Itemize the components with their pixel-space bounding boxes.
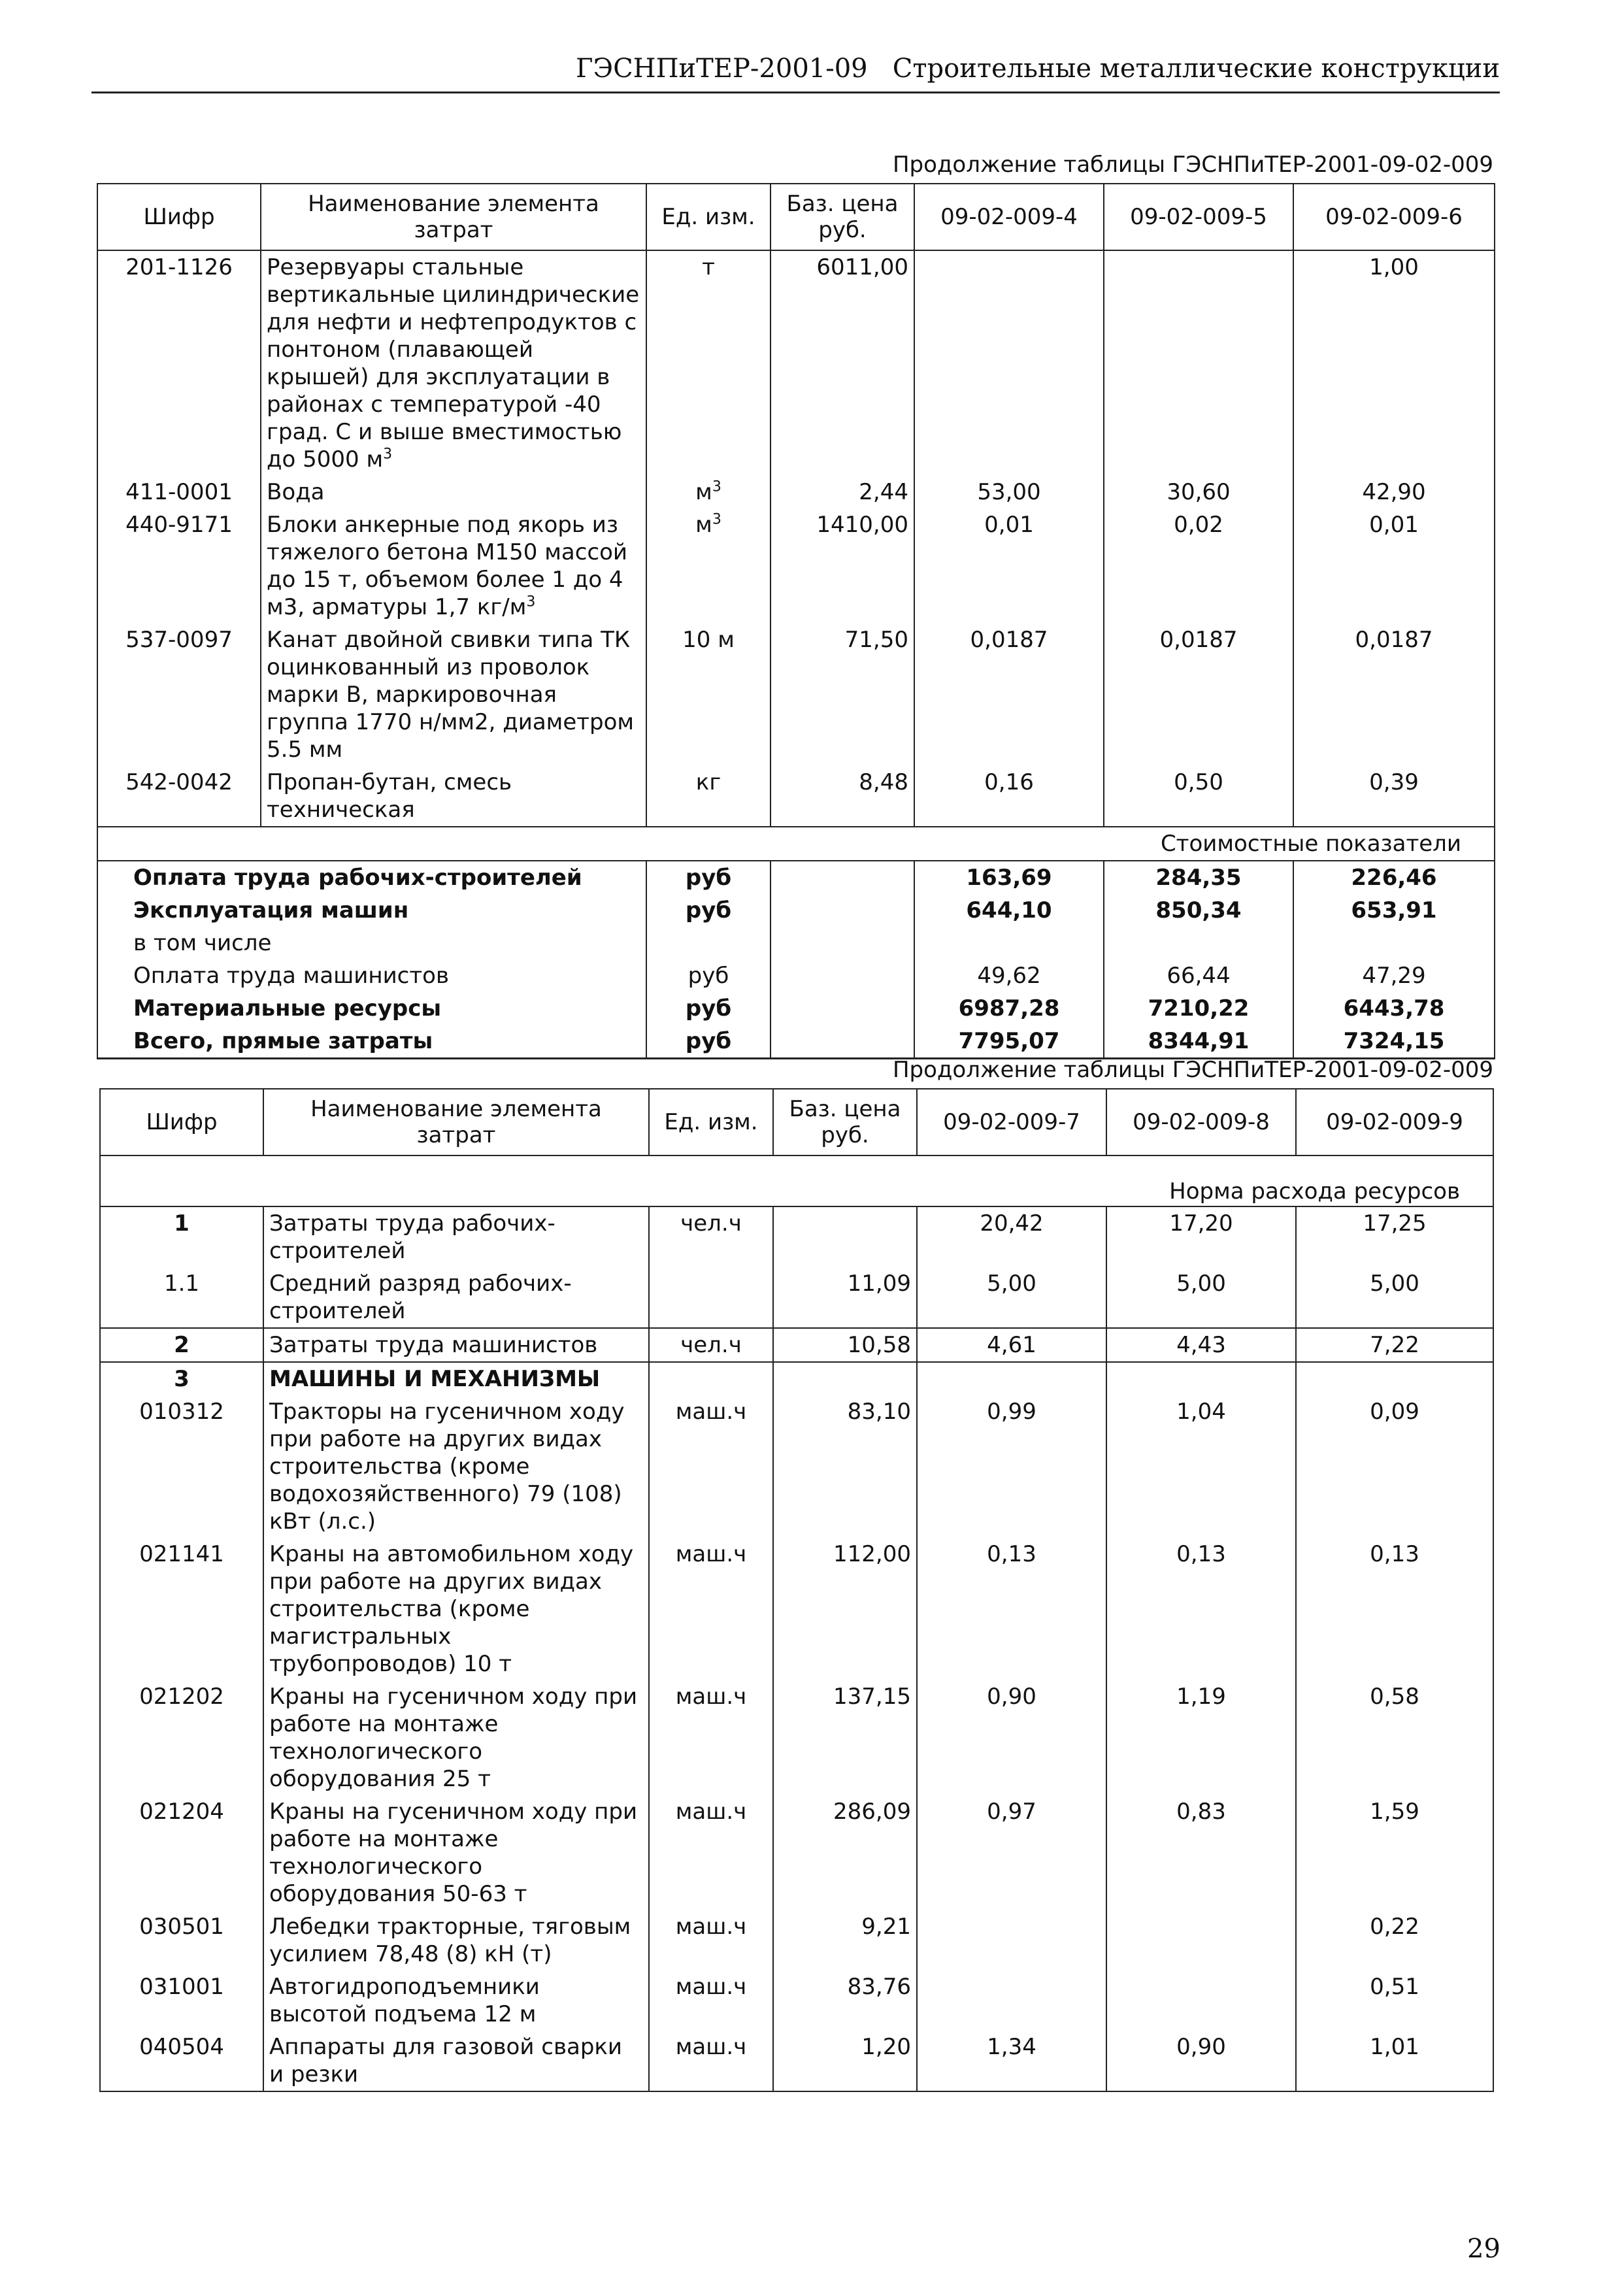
- summary-unit: руб: [646, 861, 771, 894]
- col-header: 09-02-009-8: [1106, 1089, 1296, 1155]
- table-row: [97, 476, 1495, 508]
- summary-unit: руб: [646, 894, 771, 927]
- price-cell: 112,00: [773, 1538, 917, 1680]
- summary-value: 226,46: [1293, 861, 1495, 894]
- resource-table-2: [99, 1088, 1494, 2092]
- table-row: [100, 1910, 1493, 1970]
- value-cell: 0,16: [914, 766, 1104, 827]
- value-cell: 1,59: [1296, 1795, 1493, 1910]
- price-cell: 286,09: [773, 1795, 917, 1910]
- name-cell: Лебедки тракторные, тяговым усилием 78,48 (8) кН (т): [263, 1910, 649, 1970]
- value-cell: 7,22: [1296, 1328, 1493, 1362]
- value-cell: [1296, 1362, 1493, 1395]
- unit-cell: маш.ч: [649, 1910, 773, 1970]
- summary-value: 644,10: [914, 894, 1104, 927]
- value-cell: [1106, 1362, 1296, 1395]
- summary-row: [97, 927, 1495, 959]
- table-row: [97, 623, 1495, 766]
- name-cell: Блоки анкерные под якорь из тяжелого бетона М150 массой до 15 т, объемом более 1 до 4 м3, арматуры 1,7 $кг/м^3$: [261, 508, 646, 623]
- price-cell: [773, 1206, 917, 1267]
- name-cell: Вода: [261, 476, 646, 508]
- price-cell: 11,09: [773, 1267, 917, 1328]
- summary-value: 8344,91: [1104, 1025, 1293, 1059]
- summary-value: 66,44: [1104, 959, 1293, 992]
- col-header: Баз. цена руб.: [773, 1089, 917, 1155]
- summary-empty: [771, 959, 914, 992]
- code-cell: 440-9171: [97, 508, 261, 623]
- value-cell: 0,0187: [1104, 623, 1293, 766]
- summary-empty: [771, 894, 914, 927]
- running-header: [91, 54, 1500, 93]
- value-cell: 0,50: [1104, 766, 1293, 827]
- code-cell: 3: [100, 1362, 263, 1395]
- code-cell: 2: [100, 1328, 263, 1362]
- unit-cell: чел.ч: [649, 1328, 773, 1362]
- unit-cell: маш.ч: [649, 1680, 773, 1795]
- summary-row: [97, 861, 1495, 894]
- table1-header-row: [97, 184, 1495, 250]
- section-row: [97, 827, 1495, 861]
- col-header: 09-02-009-9: [1296, 1089, 1493, 1155]
- unit-cell: т: [646, 250, 771, 476]
- price-cell: 1410,00: [771, 508, 914, 623]
- summary-label: Материальные ресурсы: [97, 992, 646, 1025]
- code-cell: 040504: [100, 2031, 263, 2091]
- summary-value: [1293, 927, 1495, 959]
- value-cell: 0,0187: [1293, 623, 1495, 766]
- name-cell: Аппараты для газовой сварки и резки: [263, 2031, 649, 2091]
- value-cell: 1,04: [1106, 1395, 1296, 1538]
- table-row: [100, 1362, 1493, 1395]
- price-cell: 6011,00: [771, 250, 914, 476]
- value-cell: 0,22: [1296, 1910, 1493, 1970]
- table-row: [100, 1680, 1493, 1795]
- summary-label: Всего, прямые затраты: [97, 1025, 646, 1059]
- code-cell: 021141: [100, 1538, 263, 1680]
- unit-cell: $м^3$: [646, 476, 771, 508]
- value-cell: 1,34: [917, 2031, 1106, 2091]
- value-cell: 0,02: [1104, 508, 1293, 623]
- unit-cell: $м^3$: [646, 508, 771, 623]
- name-cell: Затраты труда рабочих-строителей: [263, 1206, 649, 1267]
- summary-empty: [771, 927, 914, 959]
- unit-cell: [649, 1267, 773, 1328]
- table-row: [97, 508, 1495, 623]
- summary-value: 6443,78: [1293, 992, 1495, 1025]
- summary-row: [97, 1025, 1495, 1059]
- summary-unit: [646, 927, 771, 959]
- value-cell: 17,20: [1106, 1206, 1296, 1267]
- summary-label: Оплата труда рабочих-строителей: [97, 861, 646, 894]
- table-row: [100, 1795, 1493, 1910]
- col-header: Ед. изм.: [646, 184, 771, 250]
- name-cell: Средний разряд рабочих-строителей: [263, 1267, 649, 1328]
- value-cell: [1106, 1970, 1296, 2031]
- summary-label: Оплата труда машинистов: [97, 959, 646, 992]
- resource-table-1: [97, 183, 1495, 1059]
- code-cell: 537-0097: [97, 623, 261, 766]
- col-header: 09-02-009-5: [1104, 184, 1293, 250]
- code-cell: 021204: [100, 1795, 263, 1910]
- col-header: 09-02-009-4: [914, 184, 1104, 250]
- summary-unit: руб: [646, 959, 771, 992]
- unit-cell: маш.ч: [649, 1795, 773, 1910]
- price-cell: 83,10: [773, 1395, 917, 1538]
- value-cell: 1,01: [1296, 2031, 1493, 2091]
- value-cell: [1104, 250, 1293, 476]
- price-cell: 1,20: [773, 2031, 917, 2091]
- code-cell: 542-0042: [97, 766, 261, 827]
- col-header: Баз. цена руб.: [771, 184, 914, 250]
- unit-cell: кг: [646, 766, 771, 827]
- summary-value: 6987,28: [914, 992, 1104, 1025]
- table-row: [97, 766, 1495, 827]
- unit-cell: 10 м: [646, 623, 771, 766]
- unit-cell: маш.ч: [649, 1970, 773, 2031]
- section-title: Норма расхода ресурсов: [100, 1155, 1493, 1206]
- code-cell: 411-0001: [97, 476, 261, 508]
- table-row: [100, 1395, 1493, 1538]
- col-header: Ед. изм.: [649, 1089, 773, 1155]
- summary-value: 7210,22: [1104, 992, 1293, 1025]
- price-cell: 2,44: [771, 476, 914, 508]
- value-cell: 0,51: [1296, 1970, 1493, 2031]
- value-cell: 0,13: [917, 1538, 1106, 1680]
- col-header: Наименование элемента затрат: [261, 184, 646, 250]
- value-cell: 0,58: [1296, 1680, 1493, 1795]
- unit-cell: [649, 1362, 773, 1395]
- col-header: Шифр: [97, 184, 261, 250]
- header-code: ГЭСНПиТЕР-2001-09: [575, 54, 868, 84]
- value-cell: 0,97: [917, 1795, 1106, 1910]
- table-row: [100, 1538, 1493, 1680]
- value-cell: 0,09: [1296, 1395, 1493, 1538]
- price-cell: 83,76: [773, 1970, 917, 2031]
- summary-label: Эксплуатация машин: [97, 894, 646, 927]
- name-cell: Затраты труда машинистов: [263, 1328, 649, 1362]
- summary-value: 653,91: [1293, 894, 1495, 927]
- col-header: Наименование элемента затрат: [263, 1089, 649, 1155]
- summary-unit: руб: [646, 1025, 771, 1059]
- value-cell: [917, 1910, 1106, 1970]
- code-cell: 031001: [100, 1970, 263, 2031]
- summary-empty: [771, 992, 914, 1025]
- price-cell: 10,58: [773, 1328, 917, 1362]
- value-cell: [1106, 1910, 1296, 1970]
- col-header: 09-02-009-7: [917, 1089, 1106, 1155]
- summary-value: 7324,15: [1293, 1025, 1495, 1059]
- value-cell: 0,01: [1293, 508, 1495, 623]
- summary-unit: руб: [646, 992, 771, 1025]
- header-title: Строительные металлические конструкции: [892, 54, 1500, 84]
- summary-label: в том числе: [97, 927, 646, 959]
- summary-value: [914, 927, 1104, 959]
- code-cell: 1.1: [100, 1267, 263, 1328]
- summary-row: [97, 992, 1495, 1025]
- summary-empty: [771, 861, 914, 894]
- summary-row: [97, 894, 1495, 927]
- table-row: [100, 2031, 1493, 2091]
- value-cell: 0,99: [917, 1395, 1106, 1538]
- table1-continuation: Продолжение таблицы ГЭСНПиТЕР-2001-09-02-009: [892, 152, 1493, 178]
- unit-cell: маш.ч: [649, 2031, 773, 2091]
- value-cell: 0,13: [1296, 1538, 1493, 1680]
- value-cell: 0,90: [1106, 2031, 1296, 2091]
- name-cell: Канат двойной свивки типа ТК оцинкованный из проволок марки В, маркировочная группа 1770 н/мм2, диаметром 5.5 мм: [261, 623, 646, 766]
- table-row: [97, 250, 1495, 476]
- page-number: 29: [1467, 2234, 1500, 2264]
- table-row: [100, 1267, 1493, 1328]
- value-cell: 0,0187: [914, 623, 1104, 766]
- section-row: [100, 1155, 1493, 1206]
- table-row: [100, 1328, 1493, 1362]
- price-cell: 9,21: [773, 1910, 917, 1970]
- value-cell: 4,61: [917, 1328, 1106, 1362]
- value-cell: [917, 1362, 1106, 1395]
- value-cell: 17,25: [1296, 1206, 1493, 1267]
- value-cell: 0,13: [1106, 1538, 1296, 1680]
- value-cell: 20,42: [917, 1206, 1106, 1267]
- value-cell: 0,83: [1106, 1795, 1296, 1910]
- value-cell: 30,60: [1104, 476, 1293, 508]
- summary-value: 850,34: [1104, 894, 1293, 927]
- value-cell: 5,00: [1106, 1267, 1296, 1328]
- price-cell: 71,50: [771, 623, 914, 766]
- summary-value: 47,29: [1293, 959, 1495, 992]
- code-cell: 201-1126: [97, 250, 261, 476]
- value-cell: 42,90: [1293, 476, 1495, 508]
- table-row: [100, 1206, 1493, 1267]
- summary-value: 163,69: [914, 861, 1104, 894]
- price-cell: 8,48: [771, 766, 914, 827]
- col-header: 09-02-009-6: [1293, 184, 1495, 250]
- name-cell: МАШИНЫ И МЕХАНИЗМЫ: [263, 1362, 649, 1395]
- value-cell: 4,43: [1106, 1328, 1296, 1362]
- unit-cell: чел.ч: [649, 1206, 773, 1267]
- name-cell: Тракторы на гусеничном ходу при работе на других видах строительства (кроме водохозяйственного) 79 (108) кВт (л.с.): [263, 1395, 649, 1538]
- name-cell: Резервуары стальные вертикальные цилиндрические для нефти и нефтепродуктов с понтоном (плавающей крышей) для эксплуатации в районах с температурой -40 град. С и выше вместимостью до 5000 $м^3$: [261, 250, 646, 476]
- name-cell: Автогидроподъемники высотой подъема 12 м: [263, 1970, 649, 2031]
- name-cell: Краны на автомобильном ходу при работе на других видах строительства (кроме магистральных трубопроводов) 10 т: [263, 1538, 649, 1680]
- summary-value: 49,62: [914, 959, 1104, 992]
- table2-header-row: [100, 1089, 1493, 1155]
- summary-value: 7795,07: [914, 1025, 1104, 1059]
- code-cell: 030501: [100, 1910, 263, 1970]
- value-cell: 0,39: [1293, 766, 1495, 827]
- value-cell: 53,00: [914, 476, 1104, 508]
- code-cell: 021202: [100, 1680, 263, 1795]
- price-cell: [773, 1362, 917, 1395]
- value-cell: 5,00: [1296, 1267, 1493, 1328]
- unit-cell: маш.ч: [649, 1538, 773, 1680]
- summary-empty: [771, 1025, 914, 1059]
- name-cell: Краны на гусеничном ходу при работе на монтаже технологического оборудования 25 т: [263, 1680, 649, 1795]
- value-cell: [917, 1970, 1106, 2031]
- value-cell: 0,01: [914, 508, 1104, 623]
- value-cell: 5,00: [917, 1267, 1106, 1328]
- unit-cell: маш.ч: [649, 1395, 773, 1538]
- section-title: Стоимостные показатели: [97, 827, 1495, 861]
- name-cell: Пропан-бутан, смесь техническая: [261, 766, 646, 827]
- value-cell: 0,90: [917, 1680, 1106, 1795]
- table-row: [100, 1970, 1493, 2031]
- code-cell: 1: [100, 1206, 263, 1267]
- code-cell: 010312: [100, 1395, 263, 1538]
- value-cell: [914, 250, 1104, 476]
- name-cell: Краны на гусеничном ходу при работе на монтаже технологического оборудования 50-63 т: [263, 1795, 649, 1910]
- summary-row: [97, 959, 1495, 992]
- col-header: Шифр: [100, 1089, 263, 1155]
- value-cell: 1,19: [1106, 1680, 1296, 1795]
- price-cell: 137,15: [773, 1680, 917, 1795]
- value-cell: 1,00: [1293, 250, 1495, 476]
- summary-value: [1104, 927, 1293, 959]
- table2-continuation: Продолжение таблицы ГЭСНПиТЕР-2001-09-02-009: [892, 1057, 1493, 1083]
- summary-value: 284,35: [1104, 861, 1293, 894]
